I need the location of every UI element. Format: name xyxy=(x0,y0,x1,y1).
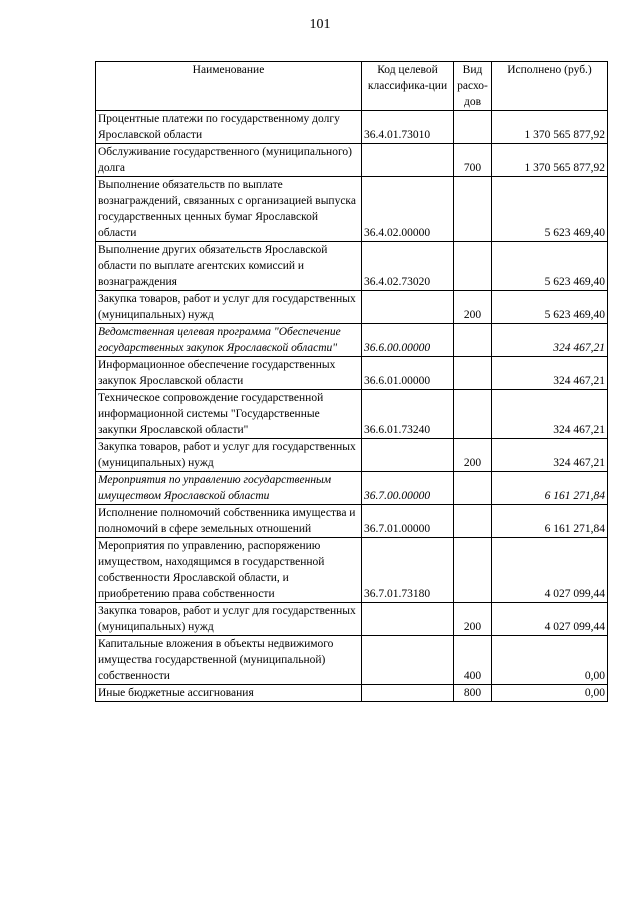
row-name-cell: Выполнение других обязательств Ярославской области по выплате агентских комиссий и вознаграждения xyxy=(96,242,362,291)
row-amount-cell: 324 467,21 xyxy=(492,390,608,439)
row-type-cell xyxy=(454,324,492,357)
row-amount-cell: 324 467,21 xyxy=(492,357,608,390)
row-type-cell xyxy=(454,390,492,439)
row-name-cell: Выполнение обязательств по выплате вознаграждений, связанных с организацией выпуска государственных ценных бумаг Ярославской области xyxy=(96,177,362,242)
row-type-cell xyxy=(454,242,492,291)
table-row xyxy=(96,390,608,439)
table-row xyxy=(96,603,608,636)
row-amount-cell: 4 027 099,44 xyxy=(492,603,608,636)
row-type-cell xyxy=(454,472,492,505)
row-name-cell: Процентные платежи по государственному долгу Ярославской области xyxy=(96,111,362,144)
table-row xyxy=(96,324,608,357)
table-body xyxy=(96,111,608,702)
row-amount-cell: 6 161 271,84 xyxy=(492,472,608,505)
row-amount-cell: 324 467,21 xyxy=(492,324,608,357)
row-amount-cell: 0,00 xyxy=(492,685,608,702)
header-name: Наименование xyxy=(96,62,362,111)
row-code-cell: 36.6.01.73240 xyxy=(362,390,454,439)
row-amount-cell: 6 161 271,84 xyxy=(492,505,608,538)
row-name-cell: Обслуживание государственного (муниципального) долга xyxy=(96,144,362,177)
row-type-cell: 800 xyxy=(454,685,492,702)
row-code-cell: 36.7.01.00000 xyxy=(362,505,454,538)
row-code-cell: 36.4.02.00000 xyxy=(362,177,454,242)
row-code-cell: 36.7.01.73180 xyxy=(362,538,454,603)
row-amount-cell: 4 027 099,44 xyxy=(492,538,608,603)
row-name-cell: Информационное обеспечение государственных закупок Ярославской области xyxy=(96,357,362,390)
header-type: Вид расхо-дов xyxy=(454,62,492,111)
table-row xyxy=(96,177,608,242)
row-code-cell: 36.4.01.73010 xyxy=(362,111,454,144)
row-code-cell: 36.6.00.00000 xyxy=(362,324,454,357)
row-code-cell: 36.6.01.00000 xyxy=(362,357,454,390)
table-header-row xyxy=(96,62,608,111)
row-amount-cell: 0,00 xyxy=(492,636,608,685)
row-type-cell: 400 xyxy=(454,636,492,685)
row-code-cell xyxy=(362,439,454,472)
table-row xyxy=(96,685,608,702)
table-row xyxy=(96,144,608,177)
table-row xyxy=(96,242,608,291)
row-type-cell xyxy=(454,111,492,144)
row-amount-cell: 5 623 469,40 xyxy=(492,242,608,291)
row-name-cell: Ведомственная целевая программа "Обеспечение государственных закупок Ярославской области" xyxy=(96,324,362,357)
table-row xyxy=(96,111,608,144)
page-number: 101 xyxy=(309,17,331,32)
row-type-cell xyxy=(454,505,492,538)
row-type-cell: 200 xyxy=(454,603,492,636)
row-code-cell: 36.7.00.00000 xyxy=(362,472,454,505)
table-row xyxy=(96,505,608,538)
row-type-cell xyxy=(454,177,492,242)
row-name-cell: Мероприятия по управлению государственным имуществом Ярославской области xyxy=(96,472,362,505)
row-name-cell: Закупка товаров, работ и услуг для государственных (муниципальных) нужд xyxy=(96,439,362,472)
table-row xyxy=(96,357,608,390)
row-type-cell: 200 xyxy=(454,291,492,324)
row-amount-cell: 5 623 469,40 xyxy=(492,177,608,242)
row-amount-cell: 5 623 469,40 xyxy=(492,291,608,324)
row-name-cell: Техническое сопровождение государственной информационной системы "Государственные закупки Ярославской области" xyxy=(96,390,362,439)
row-code-cell xyxy=(362,685,454,702)
row-name-cell: Капитальные вложения в объекты недвижимого имущества государственной (муниципальной) собственности xyxy=(96,636,362,685)
row-amount-cell: 324 467,21 xyxy=(492,439,608,472)
header-amount: Исполнено (руб.) xyxy=(492,62,608,111)
row-type-cell xyxy=(454,357,492,390)
row-type-cell: 700 xyxy=(454,144,492,177)
row-amount-cell: 1 370 565 877,92 xyxy=(492,144,608,177)
table-row xyxy=(96,472,608,505)
header-code: Код целевой классифика-ции xyxy=(362,62,454,111)
row-type-cell xyxy=(454,538,492,603)
row-code-cell: 36.4.02.73020 xyxy=(362,242,454,291)
row-name-cell: Исполнение полномочий собственника имущества и полномочий в сфере земельных отношений xyxy=(96,505,362,538)
table-row xyxy=(96,538,608,603)
budget-table xyxy=(95,61,608,702)
row-code-cell xyxy=(362,636,454,685)
table-row xyxy=(96,439,608,472)
row-code-cell xyxy=(362,291,454,324)
row-type-cell: 200 xyxy=(454,439,492,472)
table-row xyxy=(96,636,608,685)
row-name-cell: Иные бюджетные ассигнования xyxy=(96,685,362,702)
row-amount-cell: 1 370 565 877,92 xyxy=(492,111,608,144)
row-name-cell: Закупка товаров, работ и услуг для государственных (муниципальных) нужд xyxy=(96,291,362,324)
table-row xyxy=(96,291,608,324)
row-name-cell: Закупка товаров, работ и услуг для государственных (муниципальных) нужд xyxy=(96,603,362,636)
row-name-cell: Мероприятия по управлению, распоряжению имуществом, находящимся в государственной собственности Ярославской области, и приобретению права собственности xyxy=(96,538,362,603)
row-code-cell xyxy=(362,603,454,636)
row-code-cell xyxy=(362,144,454,177)
